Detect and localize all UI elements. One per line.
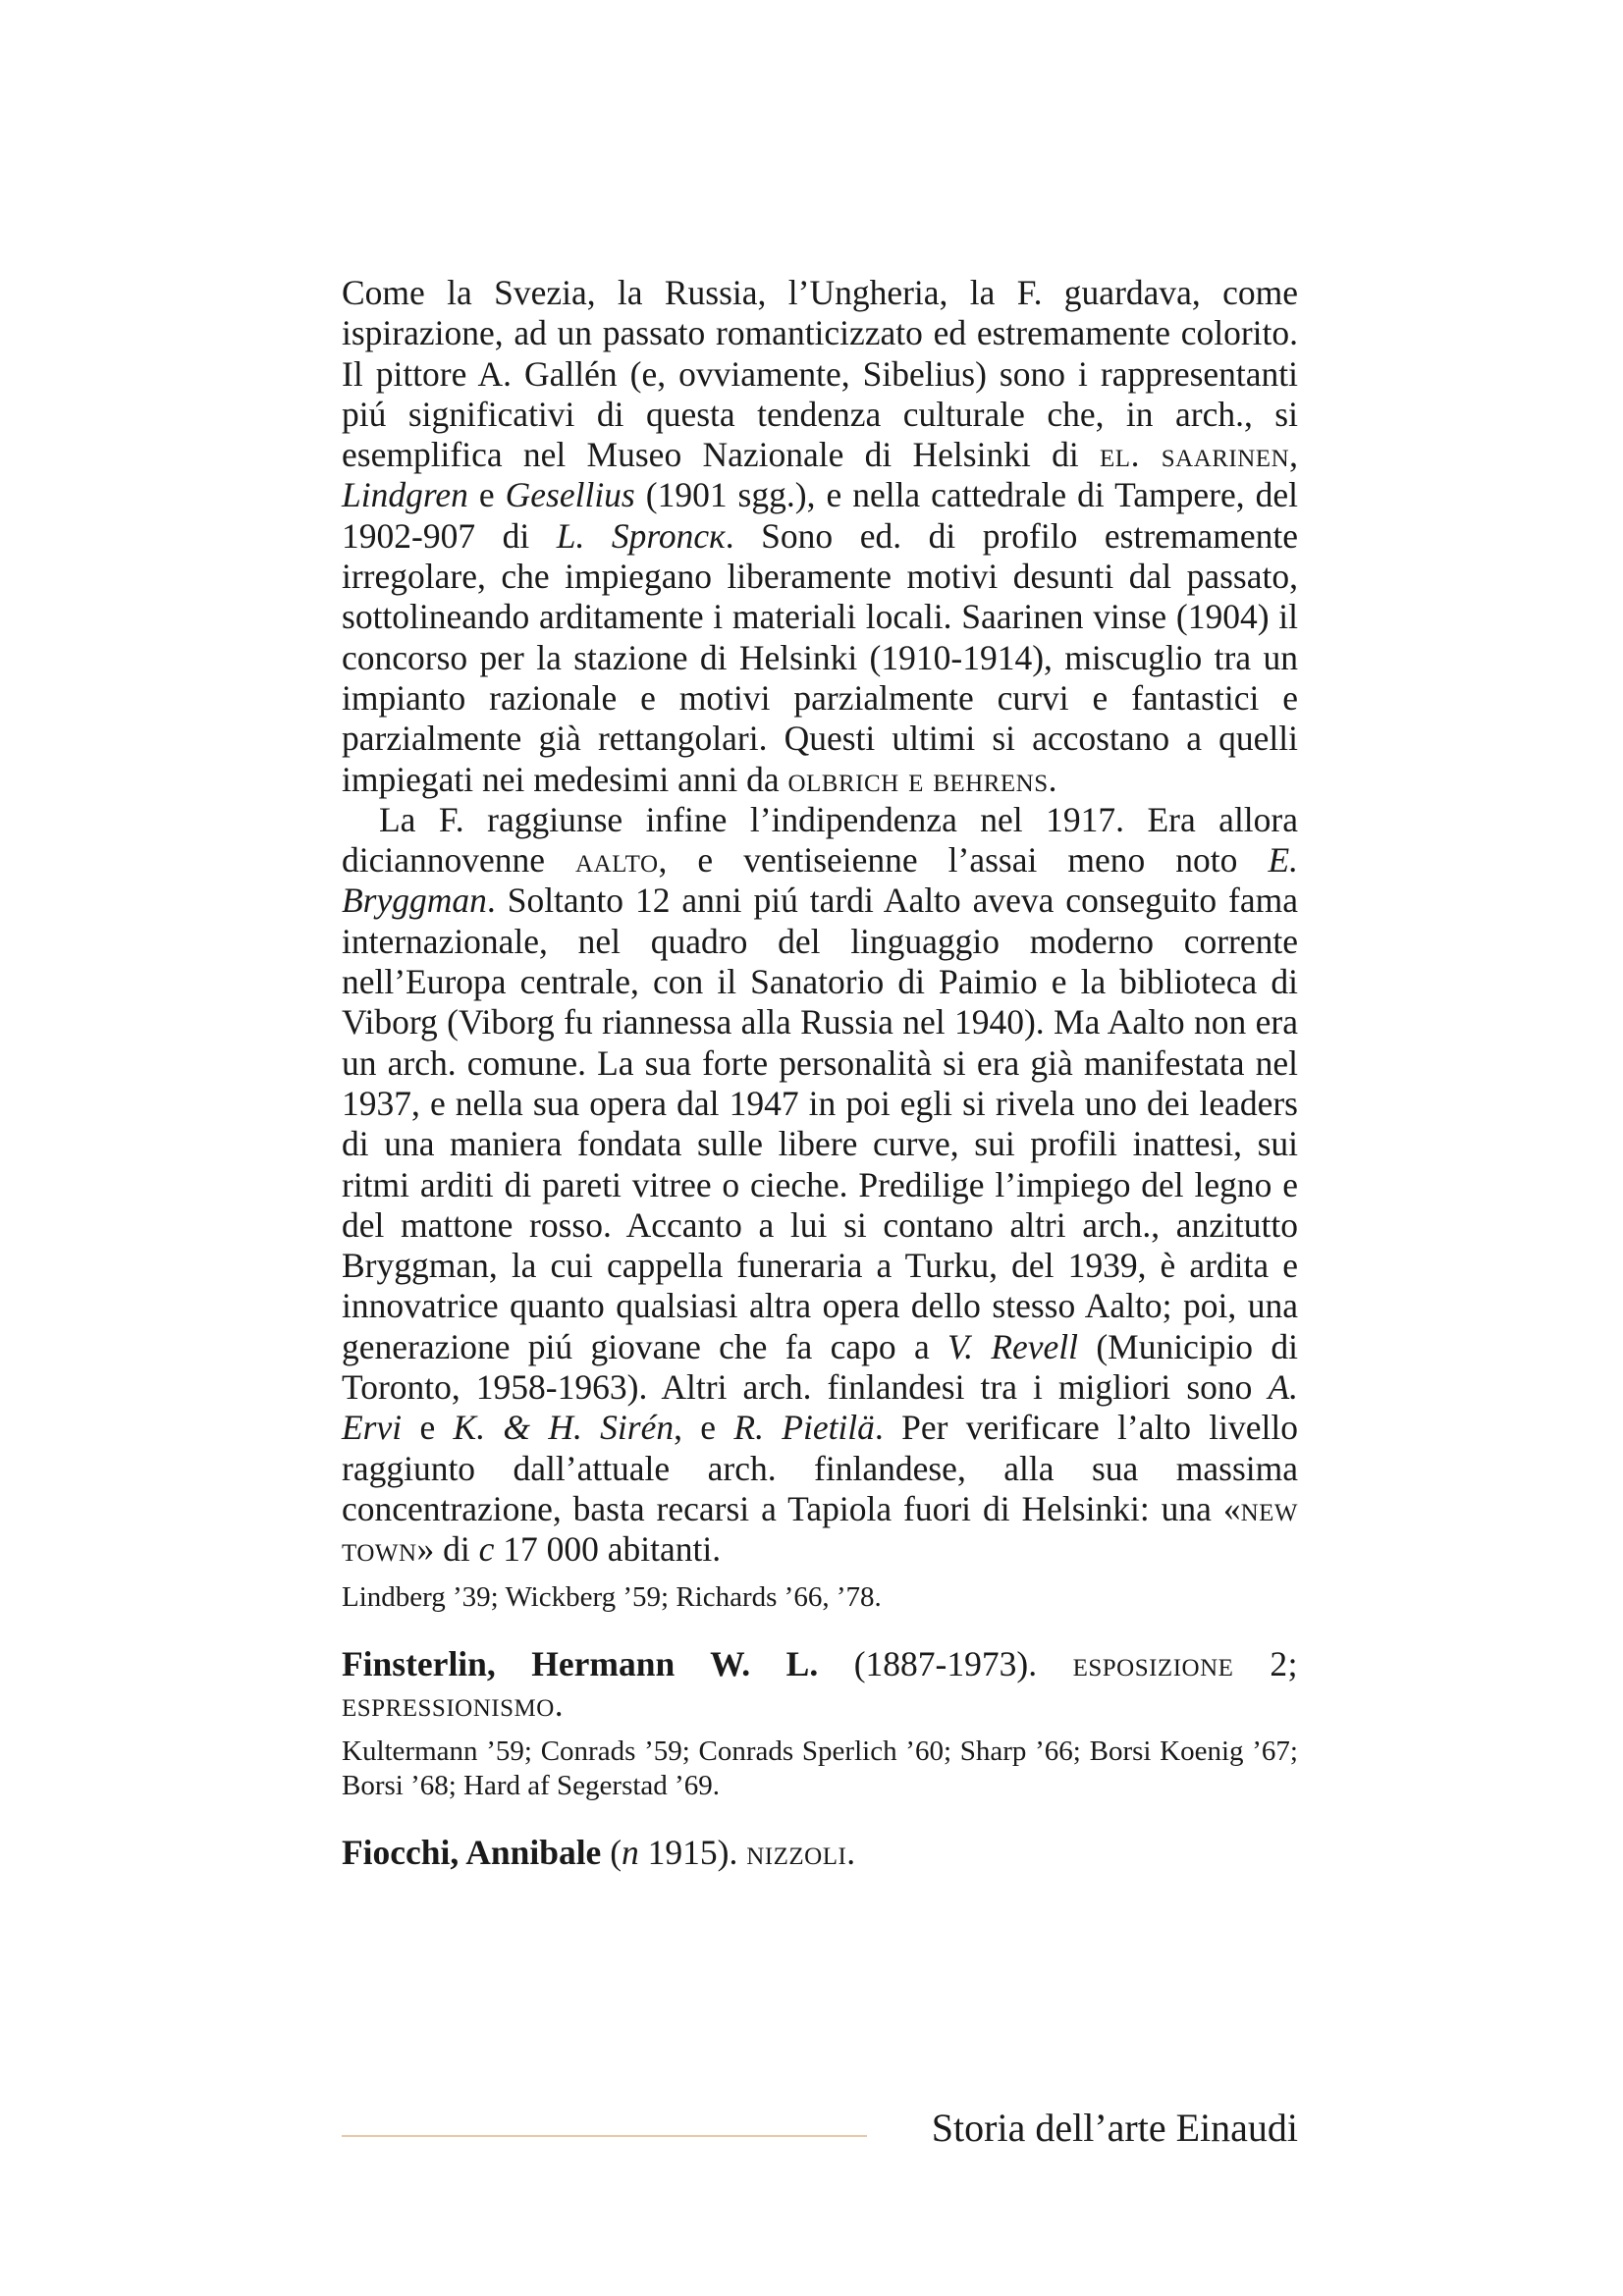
paragraph-2 — [342, 800, 1298, 1571]
italic-text: R. Pietilä — [733, 1408, 875, 1448]
text-run: , e ventiseienne l’assai meno noto — [658, 840, 1269, 881]
text-run: , — [1289, 435, 1298, 475]
entry-body — [601, 1833, 855, 1872]
text-run: 1915). — [638, 1832, 747, 1872]
text-run: (1901 sgg.), e nella cattedrale di Tampere, del 1902-907 di — [342, 475, 1298, 556]
cross-reference: olbrich e behrens — [787, 759, 1049, 799]
text-run: . — [554, 1683, 564, 1724]
italic-text: V. Revell — [947, 1326, 1079, 1366]
text-run: e — [467, 475, 506, 515]
text-column — [342, 273, 1298, 1873]
entry-finsterlin — [342, 1644, 1298, 1725]
text-run: La F. raggiunse infine l’indipendenza nel 1917. Era allora diciannovenne — [342, 799, 1298, 881]
text-run: e — [402, 1408, 454, 1448]
text-run: (1887-1973). — [818, 1643, 1073, 1683]
italic-text: n — [622, 1832, 639, 1872]
italic-text: K. & H. Sirén — [453, 1408, 675, 1448]
text-run: . Soltanto 12 anni piú tardi Aalto aveva conseguito fama internazionale, nel quadro del linguaggio moderno corrente nell’Europa centrale, con il Sanatorio di Paimio e la biblioteca di Viborg (Viborg fu riannessa alla Russia nel 1940). Ma Aalto non era un arch. comune. La sua forte personalità si era già manifestata nel 1937, e nella sua opera dal 1947 in poi egli si rivela uno dei leaders di una maniera fondata sulle libere curve, sui profili inattesi, sui ritmi arditi di pareti vitree o cieche. Predilige l’impiego del legno e del mattone rosso. Accanto a lui si contano altri arch., anzitutto Bryggman, la cui cappella funeraria a Turku, del 1939, è ardita e innovatrice quanto qualsiasi altra opera dello stesso Aalto; poi, una generazione piú giovane che fa capo a — [342, 881, 1298, 1366]
text-run: ( — [601, 1832, 622, 1872]
entry-headword: Finsterlin, Hermann W. L. — [342, 1643, 819, 1683]
text-run: . — [846, 1832, 856, 1872]
italic-text: Gesellius — [505, 475, 635, 515]
italic-text: L. Sproncк — [556, 515, 726, 556]
text-run: , e — [674, 1408, 734, 1448]
text-run: . Sono ed. di profilo estremamente irregolare, che impiegano liberamente motivi desunti dal passato, sottolineando arditamente i materiali locali. Saarinen vinse (1904) il concorso per la stazione di Helsinki (1910-1914), miscuglio tra un impianto razionale e motivi parzialmente curvi e fantastici e parzialmente già rettangolari. Questi ultimi si accostano a quelli impiegati nei medesimi anni da — [342, 515, 1299, 799]
text-run: 17 000 abitanti. — [494, 1529, 722, 1570]
cross-reference: esposizione 2; espressionismo — [342, 1643, 1299, 1724]
text-run: . Per verificare l’alto livello raggiunto dall’attuale arch. finlandese, alla sua massima concentrazione, basta recarsi a Tapiola fuori di Helsinki: una « — [342, 1408, 1298, 1528]
text-run: » di — [416, 1529, 479, 1570]
footer-title: Storia dell’arte Einaudi — [931, 2106, 1298, 2150]
text-run: . — [1048, 759, 1057, 799]
bibliography-finlandia: Lindberg ’39; Wickberg ’59; Richards ’66, ’78. — [342, 1580, 882, 1613]
cross-reference: new town — [342, 1488, 1298, 1570]
italic-text: c — [478, 1529, 495, 1570]
main-text — [342, 273, 1298, 1571]
footer-rule — [342, 2135, 867, 2137]
cross-reference: aalto — [575, 840, 659, 881]
entry-headword: Fiocchi, Annibale — [342, 1832, 602, 1872]
italic-text: E. Bryggman — [342, 840, 1298, 921]
cross-reference: el. saarinen — [1100, 435, 1290, 475]
cross-reference: nizzoli — [746, 1832, 847, 1872]
text-run: Come la Svezia, la Russia, l’Ungheria, la F. guardava, come ispirazione, ad un passato romanticizzato ed estremamente colorito. Il pittore A. Gallén (e, ovviamente, Sibelius) sono i rappresentanti piú significativi di questa tendenza culturale che, in arch., si esemplifica nel Museo Nazionale di Helsinki di — [342, 273, 1298, 475]
text-run: (Municipio di Toronto, 1958-1963). Altri arch. finlandesi tra i migliori sono — [342, 1326, 1298, 1408]
bibliography-finsterlin: Kultermann ’59; Conrads ’59; Conrads Sperlich ’60; Sharp ’66; Borsi Koenig ’67; Borsi ’68; Hard af Segerstad ’69. — [342, 1735, 1298, 1801]
italic-text: A. Ervi — [342, 1367, 1298, 1448]
italic-text: Lindgren — [342, 475, 468, 515]
entry-fiocchi — [342, 1833, 1298, 1873]
paragraph-1 — [342, 273, 1298, 800]
